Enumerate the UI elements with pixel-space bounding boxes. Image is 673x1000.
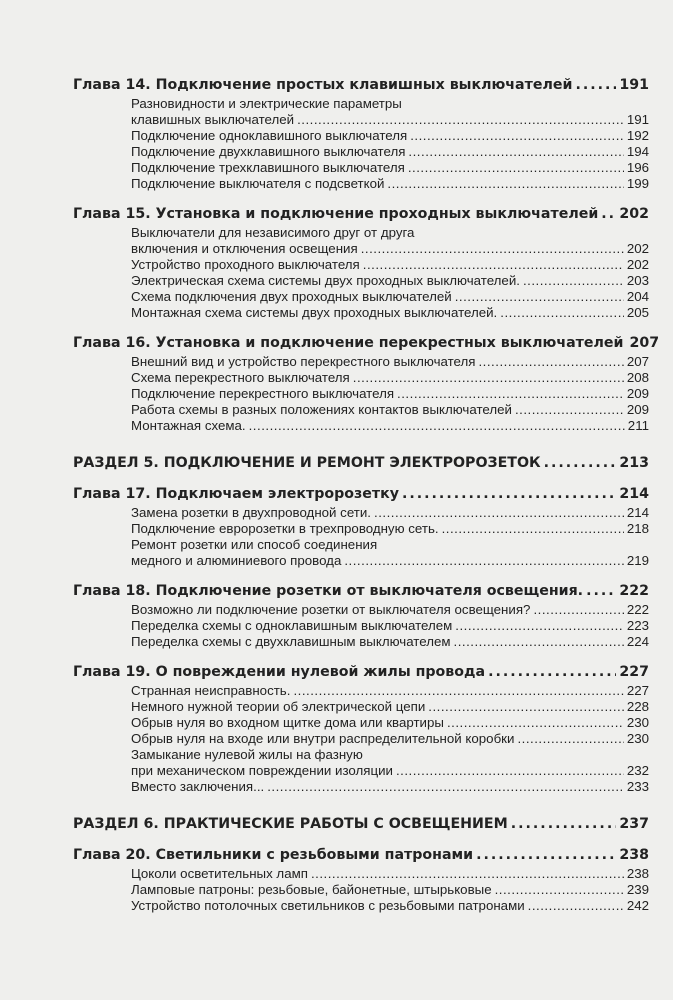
dot-leader [397,386,624,402]
toc-subentry [131,370,649,386]
toc-entry-title: Монтажная схема системы двух проходных выключателей. [131,305,498,320]
toc-entry-title: Глава 17. Подключаем электророзетку [73,486,399,502]
dot-leader [374,505,624,521]
dot-leader [517,731,623,747]
toc-subentry-first-line: Выключатели для независимого друг от друга [131,225,415,240]
toc-entry-title: Глава 16. Установка и подключение перекрестных выключателей [73,335,624,351]
dot-leader [533,602,623,618]
toc-entry-title: Глава 15. Установка и подключение проходных выключателей [73,206,599,222]
toc-entry-title: Подключение одноклавишного выключателя [131,128,408,143]
toc-page-number: 222 [626,602,649,617]
dot-leader [353,370,624,386]
dot-leader [402,485,616,503]
toc-entry-title: Устройство потолочных светильников с резьбовыми патронами [131,898,525,913]
toc-entry-title: Устройство проходного выключателя [131,257,360,272]
toc-entry-title: Подключение трехклавишного выключателя [131,160,405,175]
toc-page-number: 208 [626,370,649,385]
toc-subentry [131,402,649,418]
dot-leader [601,205,616,223]
toc-subentry [131,144,649,160]
toc-chapter-heading [73,846,649,864]
dot-leader [311,866,624,882]
toc-subentry [131,505,649,521]
toc-subentry [131,618,649,634]
toc-entry-title: Глава 14. Подключение простых клавишных выключателей [73,77,573,93]
toc-subentry [131,866,649,882]
toc-subentry [131,779,649,795]
toc-page-number: 232 [626,763,649,778]
dot-leader [511,815,617,833]
toc-subentry [131,898,649,914]
toc-entry-title: Глава 19. О повреждении нулевой жилы провода [73,664,486,680]
toc-entry-title: Переделка схемы с двухклавишным выключателем [131,634,451,649]
toc-entry-title: Подключение двухклавишного выключателя [131,144,406,159]
dot-leader [500,305,624,321]
toc-entry-title: Возможно ли подключение розетки от выключателя освещения? [131,602,531,617]
toc-page-number: 205 [626,305,649,320]
toc-entry-title: Монтажная схема. [131,418,246,433]
toc-subentry [131,882,649,898]
toc-page-number: 202 [619,206,649,222]
toc-page-number: 228 [626,699,649,714]
toc-entry-title: при механическом повреждении изоляции [131,763,393,778]
toc-subentry-first-line: Разновидности и электрические параметры [131,96,402,111]
toc-subentry [131,699,649,715]
dot-leader [408,160,624,176]
dot-leader [442,521,624,537]
toc-entry-title: включения и отключения освещения [131,241,358,256]
toc-subentry [131,128,649,144]
toc-entry-title: Электрическая схема системы двух проходных выключателей. [131,273,520,288]
toc-subentry [131,225,649,257]
toc-page-number: 238 [626,866,649,881]
toc-page-number: 237 [619,816,649,832]
toc-entry-title: РАЗДЕЛ 5. ПОДКЛЮЧЕНИЕ И РЕМОНТ ЭЛЕКТРОРОЗЕТОК [73,455,541,471]
toc-page-number: 239 [626,882,649,897]
toc-chapter-heading [73,205,649,223]
toc-subentry [131,273,649,289]
toc-entry-title: Ламповые патроны: резьбовые, байонетные, штырьковые [131,882,492,897]
dot-leader [528,898,624,914]
toc-entry-title: Глава 20. Светильники с резьбовыми патронами [73,847,474,863]
dot-leader [344,553,623,569]
dot-leader [478,354,623,370]
toc-page-number: 227 [626,683,649,698]
toc-entry-title: клавишных выключателей [131,112,295,127]
toc-entry-title: Переделка схемы с одноклавишным выключателем [131,618,453,633]
toc-page-number: 202 [626,241,649,256]
toc-subentry-first-line: Ремонт розетки или способ соединения [131,537,378,552]
dot-leader [396,763,624,779]
toc-page-number: 230 [626,731,649,746]
toc-page-number: 207 [626,354,649,369]
toc-page-number: 230 [626,715,649,730]
dot-leader [387,176,623,192]
dot-leader [476,846,616,864]
dot-leader [447,715,624,731]
toc-subentry [131,731,649,747]
toc-entry-title: Обрыв нуля во входном щитке дома или квартиры [131,715,444,730]
toc-subentry [131,747,649,779]
dot-leader [455,289,624,305]
toc-entry-title: Глава 18. Подключение розетки от выключателя освещения. [73,583,584,599]
toc-subentry [131,176,649,192]
toc-page-number: 214 [619,486,649,502]
toc-page-number: 203 [626,273,649,288]
toc-page-number: 191 [619,77,649,93]
dot-leader [249,418,625,434]
dot-leader [455,618,624,634]
dot-leader [454,634,624,650]
toc-page-number: 199 [626,176,649,191]
toc-page-number: 222 [619,583,649,599]
toc-page-number: 219 [626,553,649,568]
toc-subentry [131,521,649,537]
dot-leader [586,582,616,600]
toc-page-number: 233 [626,779,649,794]
toc-entry-title: Замена розетки в двухпроводной сети. [131,505,371,520]
toc-entry-title: Подключение евророзетки в трехпроводную сеть. [131,521,439,536]
toc-page-number: 207 [629,335,660,351]
toc-page-number: 213 [619,455,649,471]
toc-page-number: 214 [626,505,649,520]
toc-entry-title: Цоколи осветительных ламп [131,866,308,881]
dot-leader [363,257,624,273]
toc-chapter-heading [73,582,649,600]
toc-subentry [131,160,649,176]
toc-subentry [131,257,649,273]
toc-page-number: 209 [626,386,649,401]
toc-entry-title: Внешний вид и устройство перекрестного выключателя [131,354,476,369]
toc-subentry [131,305,649,321]
dot-leader [523,273,624,289]
toc-entry-title: Схема подключения двух проходных выключателей [131,289,452,304]
toc-page-number: 202 [626,257,649,272]
toc-page-number: 192 [626,128,649,143]
toc-page-number: 242 [626,898,649,913]
dot-leader [575,76,616,94]
toc-entry-title: Обрыв нуля на входе или внутри распределительной коробки [131,731,515,746]
toc-chapter-heading [73,485,649,503]
table-of-contents [73,76,660,914]
toc-entry-title: Немного нужной теории об электрической цепи [131,699,426,714]
toc-subentry [131,683,649,699]
toc-page-number: 227 [619,664,649,680]
toc-section-heading [73,454,649,472]
dot-leader [361,241,624,257]
dot-leader [267,779,624,795]
toc-entry-title: Подключение выключателя с подсветкой [131,176,385,191]
toc-entry-title: РАЗДЕЛ 6. ПРАКТИЧЕСКИЕ РАБОТЫ С ОСВЕЩЕНИЕМ [73,816,508,832]
toc-page-number: 238 [619,847,649,863]
toc-subentry [131,289,649,305]
toc-subentry [131,602,649,618]
toc-subentry [131,418,649,434]
toc-subentry-first-line: Замыкание нулевой жилы на фазную [131,747,363,762]
toc-entry-title: Странная неисправность. [131,683,291,698]
toc-chapter-heading [73,663,649,681]
toc-entry-title: Подключение перекрестного выключателя [131,386,395,401]
toc-entry-title: медного и алюминиевого провода [131,553,342,568]
toc-subentry [131,354,649,370]
toc-entry-title: Работа схемы в разных положениях контактов выключателей [131,402,512,417]
toc-page-number: 204 [626,289,649,304]
dot-leader [297,112,624,128]
toc-chapter-heading [73,76,649,94]
toc-chapter-heading [73,334,660,352]
toc-page-number: 209 [626,402,649,417]
toc-subentry [131,96,649,128]
toc-page-number: 211 [627,418,649,433]
toc-page-number: 224 [626,634,649,649]
toc-subentry [131,386,649,402]
toc-subentry [131,537,649,569]
toc-page-number: 218 [626,521,649,536]
toc-entry-title: Схема перекрестного выключателя [131,370,350,385]
dot-leader [488,663,616,681]
toc-subentry [131,715,649,731]
toc-subentry [131,634,649,650]
dot-leader [544,454,617,472]
dot-leader [428,699,624,715]
toc-section-heading [73,815,649,833]
toc-entry-title: Вместо заключения... [131,779,265,794]
dot-leader [410,128,624,144]
dot-leader [495,882,624,898]
dot-leader [408,144,623,160]
toc-page-number: 194 [626,144,649,159]
dot-leader [293,683,623,699]
toc-page-number: 196 [626,160,649,175]
toc-page-number: 191 [626,112,649,127]
toc-page-number: 223 [626,618,649,633]
dot-leader [515,402,624,418]
